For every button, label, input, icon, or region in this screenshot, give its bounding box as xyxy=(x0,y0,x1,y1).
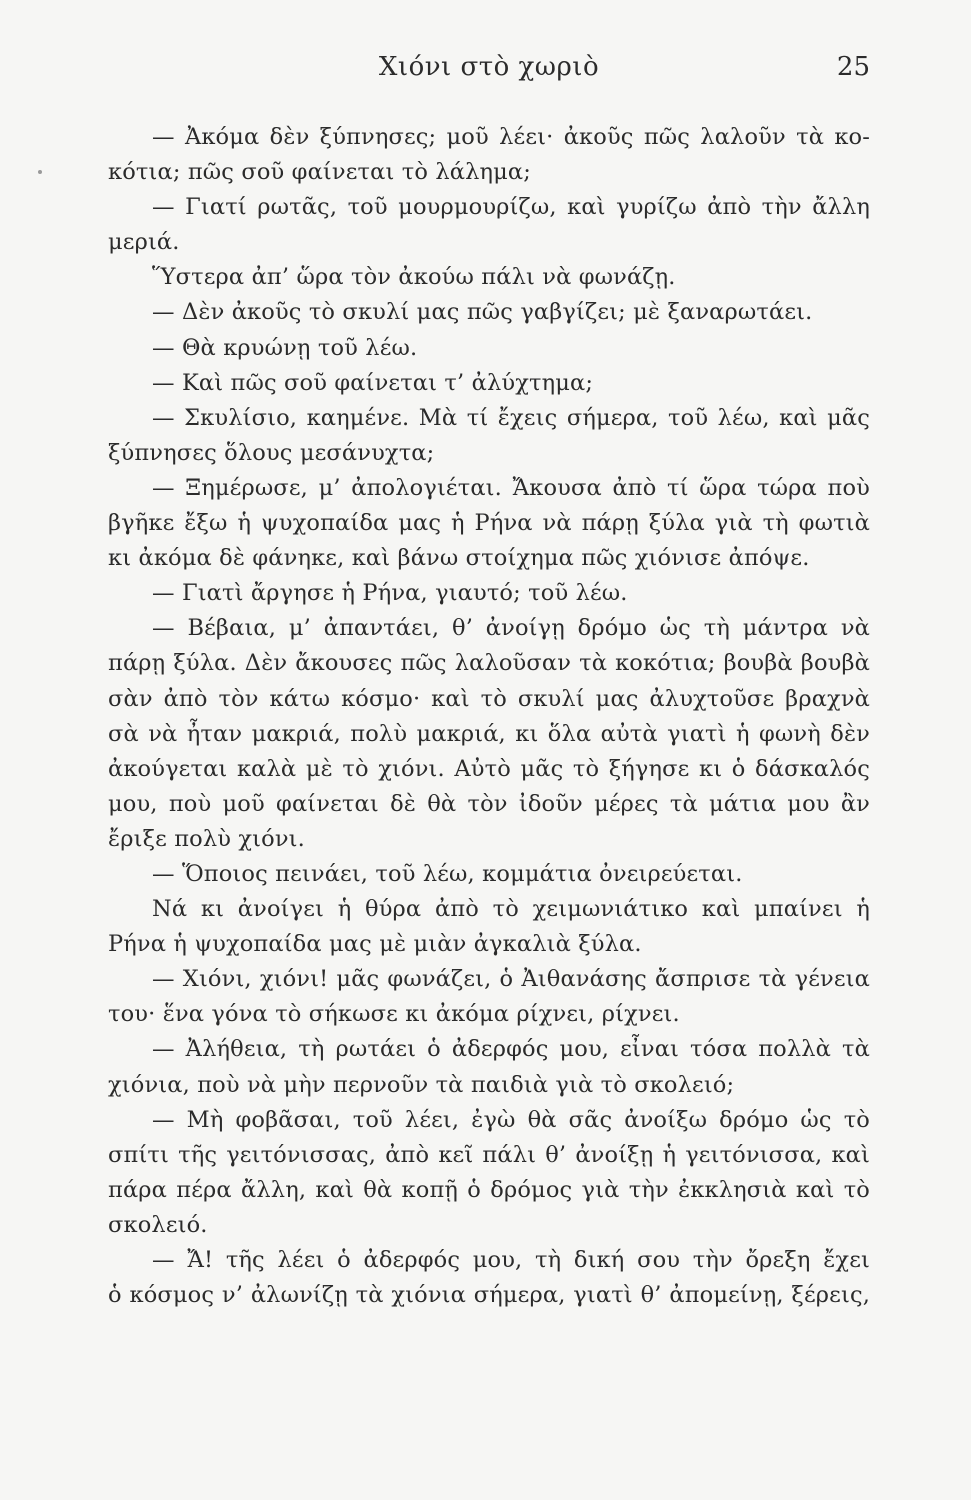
text-line: πάρα πέρα ἄλλη, καὶ θὰ κοπῇ ὁ δρόμος γιὰ τὴν ἐκκλησιὰ καὶ τὸ xyxy=(108,1176,870,1203)
text-line: — Σκυλίσιο, καημένε. Μὰ τί ἔχεις σήμερα, τοῦ λέω, καὶ μᾶς xyxy=(152,404,870,431)
text-line: κότια; πῶς σοῦ φαίνεται τὸ λάλημα; xyxy=(108,159,531,186)
text-line: — Ξημέρωσε, μ’ ἀπολογιέται. Ἄκουσα ἀπὸ τί ὥρα τώρα ποὺ xyxy=(152,474,870,501)
text-line: Ὕστερα ἀπ’ ὥρα τὸν ἀκούω πάλι νὰ φωνάζῃ. xyxy=(152,264,676,291)
text-line: — Θὰ κρυώνῃ τοῦ λέω. xyxy=(152,334,418,361)
text-line: ὁ κόσμος ν’ ἀλωνίζῃ τὰ χιόνια σήμερα, γιατὶ θ’ ἀπομείνῃ, ξέρεις, xyxy=(108,1282,870,1309)
text-line: — Ἀλήθεια, τὴ ρωτάει ὁ ἀδερφός μου, εἶναι τόσα πολλὰ τὰ xyxy=(152,1036,870,1063)
page-number: 25 xyxy=(836,52,870,82)
text-line: χιόνια, ποὺ νὰ μὴν περνοῦν τὰ παιδιὰ γιὰ τὸ σκολειό; xyxy=(108,1071,735,1098)
text-line: ἀκούγεται καλὰ μὲ τὸ χιόνι. Αὐτὸ μᾶς τὸ ξήγησε κι ὁ δάσκαλός xyxy=(108,755,870,782)
text-line: — Καὶ πῶς σοῦ φαίνεται τ’ ἀλύχτημα; xyxy=(152,369,594,396)
margin-speck xyxy=(38,170,42,174)
text-line: Νά κι ἀνοίγει ἡ θύρα ἀπὸ τὸ χειμωνιάτικο καὶ μπαίνει ἡ xyxy=(152,896,870,923)
text-line: μου, ποὺ μοῦ φαίνεται δὲ θὰ τὸν ἰδοῦν μέρες τὰ μάτια μου ἂν xyxy=(108,790,870,817)
text-line: σπίτι τῆς γειτόνισσας, ἀπὸ κεῖ πάλι θ’ ἀνοίξῃ ἡ γειτόνισσα, καὶ xyxy=(108,1141,870,1168)
text-line: Ρήνα ἡ ψυχοπαίδα μας μὲ μιὰν ἀγκαλιὰ ξύλα. xyxy=(108,931,642,958)
text-line: πάρῃ ξύλα. Δὲν ἄκουσες πῶς λαλοῦσαν τὰ κοκότια; βουβὰ βουβὰ xyxy=(108,650,870,677)
text-line: — Ἄ! τῆς λέει ὁ ἀδερφός μου, τὴ δική σου τὴν ὄρεξη ἔχει xyxy=(152,1247,870,1273)
text-line: — Βέβαια, μ’ ἀπαντάει, θ’ ἀνοίγῃ δρόμο ὡς τὴ μάντρα νὰ xyxy=(152,615,870,642)
text-line: — Γιατί ρωτᾶς, τοῦ μουρμουρίζω, καὶ γυρίζω ἀπὸ τὴν ἄλλη xyxy=(152,194,870,221)
text-line: κι ἀκόμα δὲ φάνηκε, καὶ βάνω στοίχημα πῶς χιόνισε ἀπόψε. xyxy=(108,545,810,572)
text-line: — Γιατὶ ἄργησε ἡ Ρήνα, γιαυτό; τοῦ λέω. xyxy=(152,580,628,607)
text-line: — Ἀκόμα δὲν ξύπνησες; μοῦ λέει· ἀκοῦς πῶς λαλοῦν τὰ κο- xyxy=(152,124,870,150)
running-title: Χιόνι στὸ χωριὸ xyxy=(378,52,600,82)
text-line: — Δὲν ἀκοῦς τὸ σκυλί μας πῶς γαβγίζει; μὲ ξαναρωτάει. xyxy=(152,299,813,326)
page-header xyxy=(108,52,870,92)
text-line: — Χιόνι, χιόνι! μᾶς φωνάζει, ὁ Ἀιθανάσης ἄσπρισε τὰ γένεια xyxy=(152,966,870,993)
text-line: σὰ νὰ ἦταν μακριά, πολὺ μακριά, κι ὅλα αὐτὰ γιατὶ ἡ φωνὴ δὲν xyxy=(108,720,870,747)
text-line: βγῆκε ἔξω ἡ ψυχοπαίδα μας ἡ Ρήνα νὰ πάρῃ ξύλα γιὰ τὴ φωτιὰ xyxy=(108,510,870,537)
text-line: μεριά. xyxy=(108,229,180,256)
text-line: ἔριξε πολὺ χιόνι. xyxy=(108,825,305,852)
text-line: — Μὴ φοβᾶσαι, τοῦ λέει, ἐγὼ θὰ σᾶς ἀνοίξω δρόμο ὡς τὸ xyxy=(152,1106,870,1133)
text-line: του· ἕνα γόνα τὸ σήκωσε κι ἀκόμα ρίχνει, ρίχνει. xyxy=(108,1001,680,1028)
text-line: σκολειό. xyxy=(108,1211,208,1238)
text-line: — Ὅποιος πεινάει, τοῦ λέω, κομμάτια ὀνειρεύεται. xyxy=(152,860,743,887)
text-line: ξύπνησες ὅλους μεσάνυχτα; xyxy=(108,439,435,466)
text-line: σὰν ἀπὸ τὸν κάτω κόσμο· καὶ τὸ σκυλί μας ἀλυχτοῦσε βραχνὰ xyxy=(108,685,870,712)
body-text xyxy=(108,120,870,1313)
